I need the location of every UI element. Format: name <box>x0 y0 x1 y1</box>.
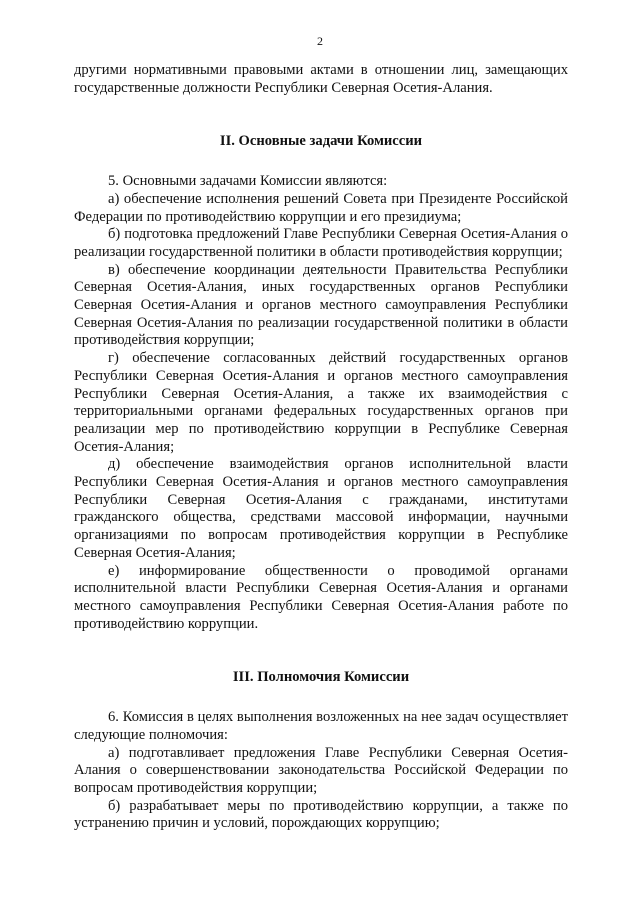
paragraph-6b: б) разрабатывает меры по противодействию коррупции, а также по устранению причин и условий, порождающих коррупцию; <box>74 797 568 832</box>
intro-continuation-paragraph: другими нормативными правовыми актами в отношении лиц, замещающих государственные должности Республики Северная Осетия-Алания. <box>74 62 568 96</box>
paragraph-5d: д) обеспечение взаимодействия органов исполнительной власти Республики Северная Осетия-Алания и органов местного самоуправления Республики Северная Осетия-Алания с гражданами, институтами гражданского общества, средствами массовой информации, научными организациями по вопросам противодействия коррупции в Республике Северная Осетия-Алания; <box>74 456 568 561</box>
section-powers-body <box>74 709 568 833</box>
paragraph-5v: в) обеспечение координации деятельности Правительства Республики Северная Осетия-Алания, иных государственных органов Республики Северная Осетия-Алания и органов местного самоуправления Республики Северная Осетия-Алания по реализации государственной политики в области противодействия коррупции; <box>74 261 568 349</box>
paragraph-6a: а) подготавливает предложения Главе Республики Северная Осетия-Алания о совершенствовании законодательства Российской Федерации по вопросам противодействия коррупции; <box>74 744 568 796</box>
document-body <box>74 62 568 833</box>
paragraph-5: 5. Основными задачами Комиссии являются: <box>108 173 388 190</box>
paragraph-5b: б) подготовка предложений Главе Республики Северная Осетия-Алания о реализации государственной политики в области противодействия коррупции; <box>74 226 568 260</box>
paragraph-5g: г) обеспечение согласованных действий государственных органов Республики Северная Осетия-Алания и органов местного самоуправления Республики Северная Осетия-Алания, а также их взаимодействия с территориальными органами федеральных государственных органов при реализации мер по противодействию коррупции в Республике Северная Осетия-Алания; <box>74 350 568 455</box>
paragraph-5a: а) обеспечение исполнения решений Совета при Президенте Российской Федерации по противодействию коррупции и его президиума; <box>74 190 568 225</box>
paragraph-5e: е) информирование общественности о проводимой органами исполнительной власти Республики Северная Осетия-Алания и органами местного самоуправления Республики Северная Осетия-Алания работе по противодействию коррупции. <box>74 562 568 632</box>
paragraph-6: 6. Комиссия в целях выполнения возложенных на нее задач осуществляет следующие полномочия: <box>74 709 568 743</box>
section-tasks-body <box>74 173 568 633</box>
section-heading-powers: III. Полномочия Комиссии <box>232 669 410 686</box>
page-number: 2 <box>317 34 323 48</box>
section-heading-tasks: II. Основные задачи Комиссии <box>219 133 423 150</box>
